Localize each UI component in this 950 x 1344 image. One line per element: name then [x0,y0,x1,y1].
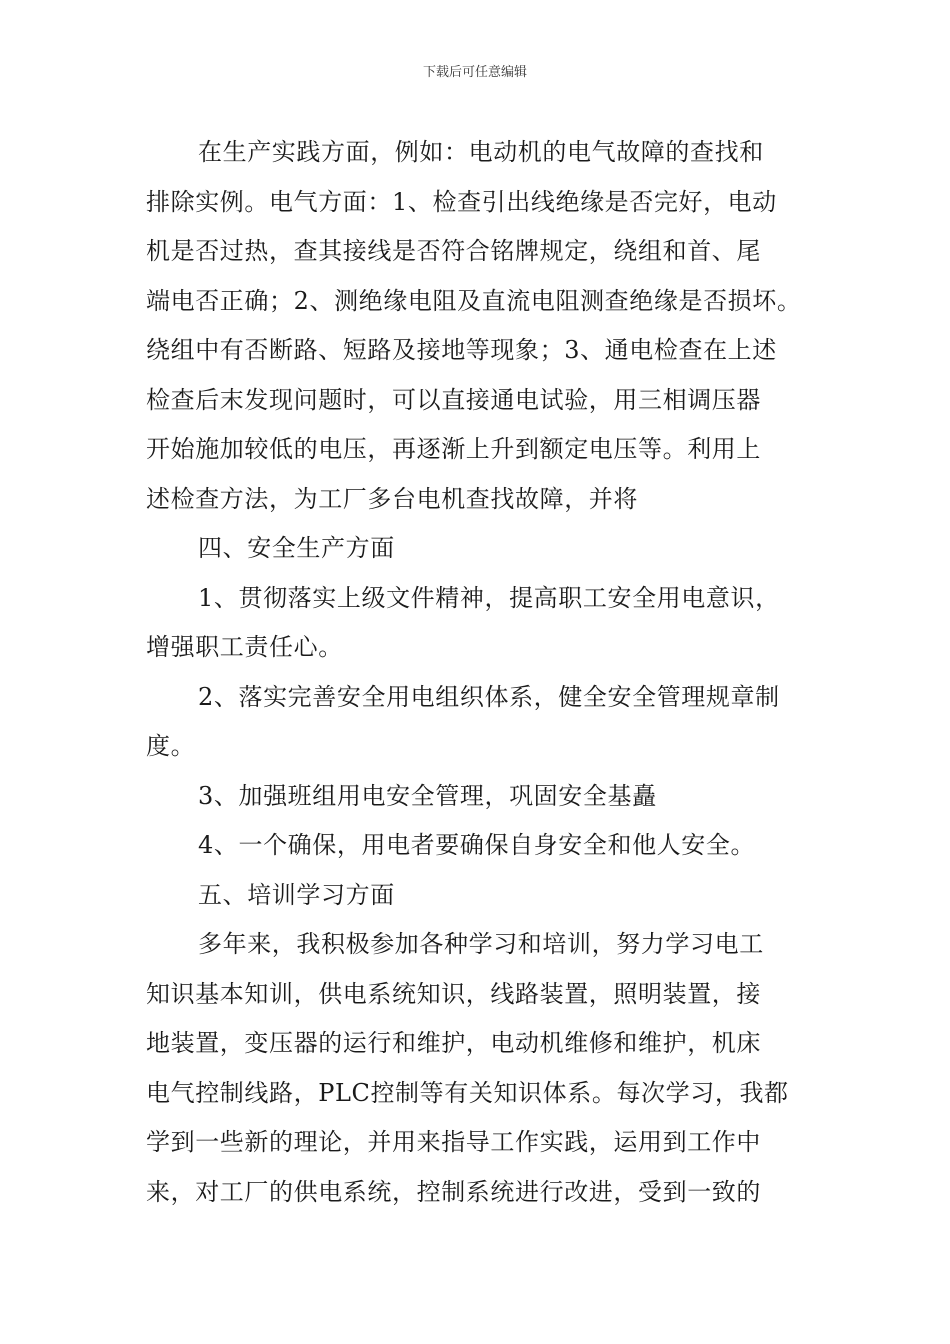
text-line: 排除实例。电气方面：1、检查引出线绝缘是否完好，电动 [146,187,777,216]
section-heading-safety-text: 四、安全生产方面 [198,534,395,562]
text-line: 4、一个确保，用电者要确保自身安全和他人安全。 [198,831,756,859]
list-item-2 [146,673,806,772]
list-item-4 [146,821,806,871]
list-item-1 [146,574,806,673]
header-note: 下载后可任意编辑 [422,65,527,80]
section-heading-safety [146,524,806,574]
list-item-3 [146,772,806,822]
text-line: 3、加强班组用电安全管理，巩固安全基矗 [198,781,657,810]
text-line: 机是否过热，查其接线是否符合铭牌规定，绕组和首、尾 [146,237,761,265]
text-line: 端电否正确；2、测绝缘电阻及直流电阻测查绝缘是否损坏。 [146,286,802,315]
text-line: 开始施加较低的电压，再逐渐上升到额定电压等。利用上 [146,435,761,463]
text-line: 1、贯彻落实上级文件精神，提高职工安全用电意识， [198,583,780,612]
text-line: 度。 [146,732,196,760]
paragraph-practice [146,128,806,524]
document-body [146,128,806,1217]
text-line: 电气控制线路，PLC控制等有关知识体系。每次学习，我都 [146,1078,789,1107]
text-line: 在生产实践方面，例如：电动机的电气故障的查找和 [198,138,764,166]
section-heading-training [146,871,806,921]
text-line: 多年来，我积极参加各种学习和培训，努力学习电工 [198,930,764,958]
text-line: 来，对工厂的供电系统，控制系统进行改进，受到一致的 [146,1177,761,1206]
text-line: 学到一些新的理论，并用来指导工作实践，运用到工作中 [146,1128,761,1156]
text-line: 检查后末发现问题时，可以直接通电试验，用三相调压器 [146,385,761,414]
paragraph-training [146,920,806,1217]
text-line: 地装置，变压器的运行和维护，电动机维修和维护，机床 [146,1029,761,1057]
text-line: 2、落实完善安全用电组织体系，健全安全管理规章制 [198,682,780,711]
text-line: 知识基本知训，供电系统知识，线路装置，照明装置，接 [146,979,761,1008]
section-heading-training-text: 五、培训学习方面 [198,880,395,909]
text-line: 述检查方法，为工厂多台电机查找故障，并将 [146,484,638,513]
text-line: 绕组中有否断路、短路及接地等现象；3、通电检查在上述 [146,336,777,364]
text-line: 增强职工责任心。 [146,633,343,661]
